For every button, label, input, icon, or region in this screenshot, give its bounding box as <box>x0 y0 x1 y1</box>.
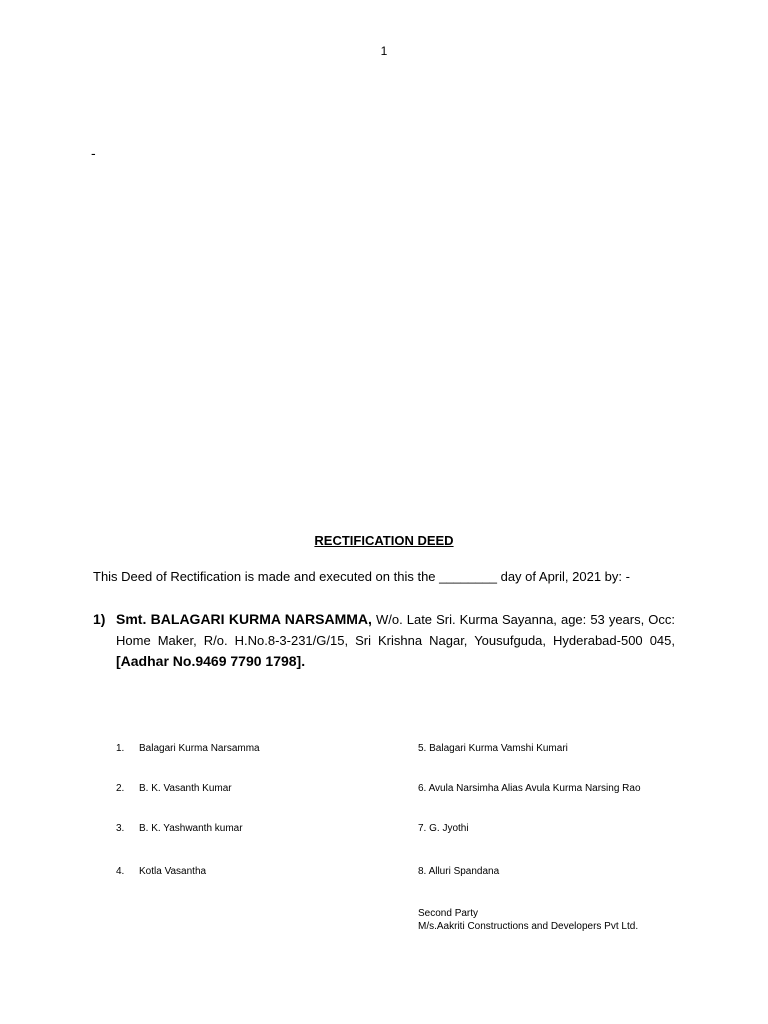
first-party-block <box>93 609 675 672</box>
party-name: Smt. BALAGARI KURMA NARSAMMA, <box>116 611 372 627</box>
dash-mark: - <box>91 145 96 161</box>
deed-title: RECTIFICATION DEED <box>314 533 454 548</box>
signatory-name: 6. Avula Narsimha Alias Avula Kurma Narsing Rao <box>418 783 641 794</box>
signatory-number: 2. <box>116 783 125 794</box>
party-details: W/o. Late Sri. Kurma Sayanna, age: 53 years, Occ: Home Maker, R/o. H.No.8-3-231/G/15, Sri Krishna Nagar, Yousufguda, Hyderabad-500 045, <box>116 612 676 648</box>
signatory-name: Kotla Vasantha <box>139 866 207 877</box>
signatory-name: 8. Alluri Spandana <box>418 866 500 877</box>
party-description <box>116 609 675 672</box>
signatory-name: 7. G. Jyothi <box>418 823 469 834</box>
page-number: 1 <box>380 44 388 58</box>
signatory-name: B. K. Yashwanth kumar <box>139 823 243 834</box>
signatory-number: 4. <box>116 866 125 877</box>
signatory-name: 5. Balagari Kurma Vamshi Kumari <box>418 743 568 754</box>
signatory-name: B. K. Vasanth Kumar <box>139 783 232 794</box>
second-party-label: Second Party <box>418 908 479 919</box>
signatory-name: Balagari Kurma Narsamma <box>139 743 260 754</box>
party-aadhar: [Aadhar No.9469 7790 1798] <box>116 653 302 669</box>
second-party-block <box>418 907 638 933</box>
intro-paragraph: This Deed of Rectification is made and executed on this the ________ day of April, 2021 by: - <box>93 569 630 584</box>
second-party-name: M/s.Aakriti Constructions and Developers Pvt Ltd. <box>418 921 639 932</box>
party-number: 1) <box>93 611 106 627</box>
signatory-number: 1. <box>116 743 125 754</box>
signatory-number: 3. <box>116 823 125 834</box>
party-end: . <box>301 653 306 669</box>
